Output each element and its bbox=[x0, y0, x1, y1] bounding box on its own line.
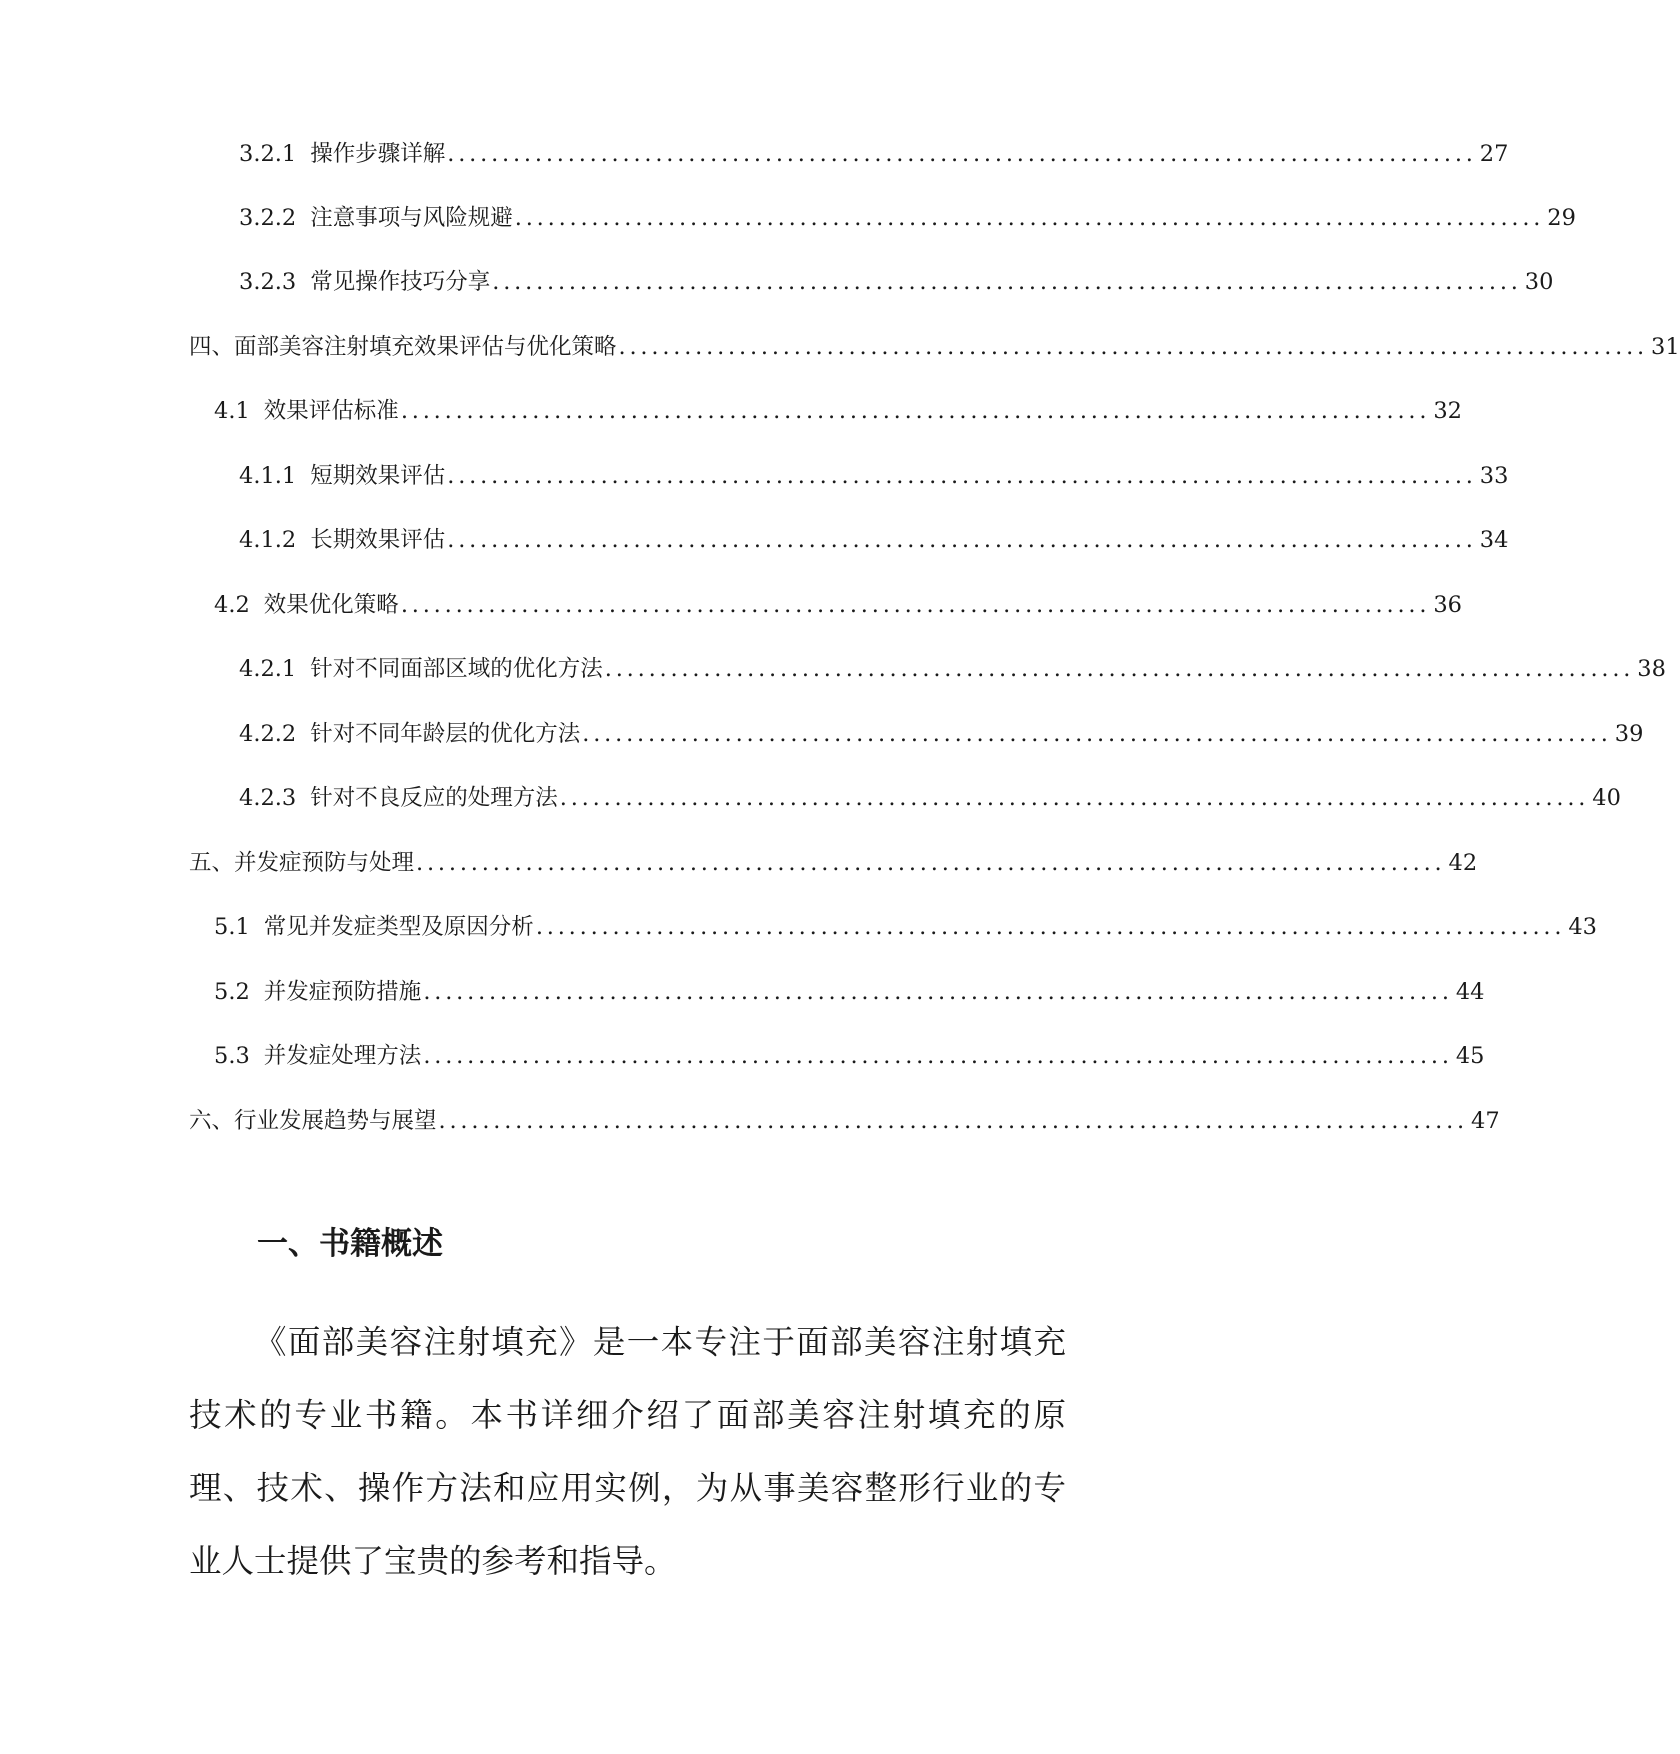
toc-leader-dots: .............................................................................................. bbox=[423, 1043, 1453, 1069]
toc-leader-dots: .............................................................................................. bbox=[447, 527, 1477, 553]
toc-entry[interactable] bbox=[239, 649, 1666, 689]
toc-entry-title: 六、行业发展趋势与展望 bbox=[189, 1108, 437, 1134]
toc-entry-number: 4.1.1 bbox=[239, 463, 297, 489]
toc-leader-dots: .............................................................................................. bbox=[400, 398, 1431, 424]
toc-leader-dots: .............................................................................................. bbox=[416, 850, 1446, 876]
toc-entry-page: 44 bbox=[1455, 979, 1485, 1005]
toc-entry-title: 并发症处理方法 bbox=[263, 1043, 422, 1069]
toc-entry-page: 47 bbox=[1471, 1108, 1500, 1134]
toc-entry[interactable] bbox=[239, 778, 1621, 818]
toc-leader-dots: .............................................................................................. bbox=[514, 205, 1545, 231]
toc-entry-title: 常见操作技巧分享 bbox=[310, 269, 491, 295]
toc-entry[interactable] bbox=[239, 714, 1644, 754]
toc-entry-page: 36 bbox=[1433, 592, 1462, 618]
toc-leader-dots: .............................................................................................. bbox=[423, 979, 1453, 1005]
toc-entry-page: 29 bbox=[1547, 205, 1576, 231]
toc-entry-page: 45 bbox=[1455, 1043, 1485, 1069]
toc-entry-page: 38 bbox=[1637, 656, 1666, 682]
toc-entry-number: 5.2 bbox=[214, 979, 250, 1005]
toc-entry-page: 30 bbox=[1524, 269, 1554, 295]
toc-entry-page: 42 bbox=[1448, 850, 1478, 876]
toc-entry-page: 27 bbox=[1479, 141, 1509, 167]
toc-entry-page: 33 bbox=[1479, 463, 1509, 489]
toc-entry-title: 短期效果评估 bbox=[310, 463, 446, 489]
toc-entry[interactable] bbox=[214, 585, 1462, 625]
toc-entry-page: 34 bbox=[1479, 527, 1509, 553]
toc-leader-dots: .............................................................................................. bbox=[604, 656, 1635, 682]
toc-entry[interactable] bbox=[239, 456, 1509, 496]
toc-entry-title: 并发症预防措施 bbox=[263, 979, 422, 1005]
toc-leader-dots: .............................................................................................. bbox=[582, 721, 1612, 747]
toc-entry[interactable] bbox=[214, 391, 1462, 431]
toc-leader-dots: .............................................................................................. bbox=[400, 592, 1431, 618]
toc-leader-dots: .............................................................................................. bbox=[438, 1108, 1469, 1134]
toc-entry-title: 针对不同面部区域的优化方法 bbox=[310, 656, 603, 682]
toc-entry[interactable] bbox=[239, 134, 1509, 174]
toc-entry-title: 注意事项与风险规避 bbox=[310, 205, 513, 231]
toc-entry[interactable] bbox=[239, 262, 1554, 302]
toc-entry-number: 4.1 bbox=[214, 398, 250, 424]
toc-entry-number: 4.1.2 bbox=[239, 527, 297, 553]
toc-entry[interactable] bbox=[214, 1036, 1485, 1076]
toc-leader-dots: .............................................................................................. bbox=[447, 463, 1477, 489]
toc-entry-number: 4.2.3 bbox=[239, 785, 297, 811]
body-paragraph: 《面部美容注射填充》是一本专注于面部美容注射填充技术的专业书籍。本书详细介绍了面部美容注射填充的原理、技术、操作方法和应用实例，为从事美容整形行业的专业人士提供了宝贵的参考和指导。 bbox=[189, 1323, 1066, 1580]
toc-entry-title: 针对不良反应的处理方法 bbox=[310, 785, 558, 811]
toc-entry[interactable] bbox=[239, 520, 1509, 560]
toc-entry-title: 操作步骤详解 bbox=[310, 141, 446, 167]
toc-entry-number: 3.2.3 bbox=[239, 269, 297, 295]
toc-entry-title: 针对不同年龄层的优化方法 bbox=[310, 721, 581, 747]
toc-entry[interactable] bbox=[189, 327, 1680, 367]
toc-leader-dots: .............................................................................................. bbox=[447, 141, 1477, 167]
toc-entry-number: 4.2 bbox=[214, 592, 250, 618]
toc-entry-title: 五、并发症预防与处理 bbox=[189, 850, 415, 876]
toc-entry-title: 效果评估标准 bbox=[263, 398, 399, 424]
toc-entry-page: 31 bbox=[1651, 334, 1680, 360]
toc-entry-number: 5.1 bbox=[214, 914, 250, 940]
toc-entry[interactable] bbox=[239, 198, 1576, 238]
toc-entry-number: 3.2.2 bbox=[239, 205, 297, 231]
toc-entry[interactable] bbox=[189, 1101, 1500, 1141]
toc-leader-dots: .............................................................................................. bbox=[618, 334, 1649, 360]
toc-entry-number: 4.2.1 bbox=[239, 656, 297, 682]
toc-entry-number: 3.2.1 bbox=[239, 141, 297, 167]
toc-entry-page: 40 bbox=[1592, 785, 1621, 811]
toc-entry[interactable] bbox=[189, 843, 1478, 883]
toc-leader-dots: .............................................................................................. bbox=[559, 785, 1590, 811]
toc-leader-dots: .............................................................................................. bbox=[535, 914, 1566, 940]
toc-entry-page: 43 bbox=[1568, 914, 1597, 940]
toc-entry-title: 常见并发症类型及原因分析 bbox=[263, 914, 534, 940]
toc-entry-page: 39 bbox=[1614, 721, 1644, 747]
section-heading: 一、书籍概述 bbox=[257, 1226, 443, 1262]
toc-entry[interactable] bbox=[214, 907, 1597, 947]
toc-entry-title: 效果优化策略 bbox=[263, 592, 399, 618]
toc-entry-number: 4.2.2 bbox=[239, 721, 297, 747]
toc-entry-title: 长期效果评估 bbox=[310, 527, 446, 553]
toc-leader-dots: .............................................................................................. bbox=[492, 269, 1522, 295]
toc-entry-page: 32 bbox=[1433, 398, 1462, 424]
toc-entry[interactable] bbox=[214, 972, 1485, 1012]
toc-entry-title: 四、面部美容注射填充效果评估与优化策略 bbox=[189, 334, 617, 360]
toc-entry-number: 5.3 bbox=[214, 1043, 250, 1069]
